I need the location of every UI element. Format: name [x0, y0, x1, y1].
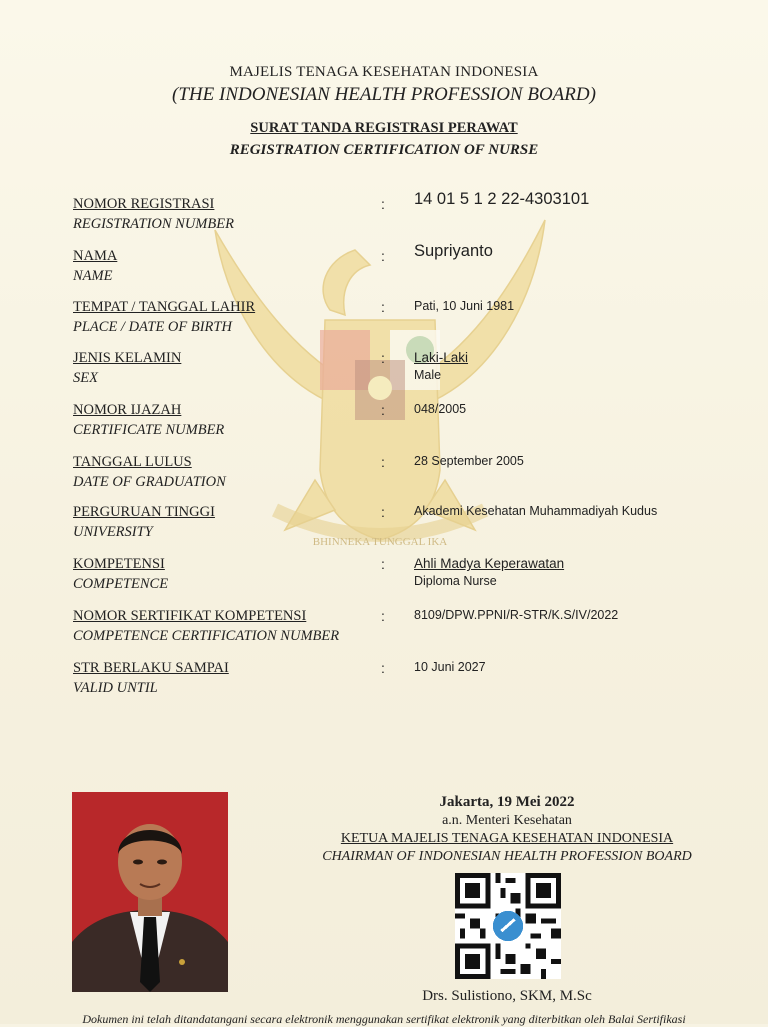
field-label-id: NOMOR IJAZAH	[73, 402, 182, 418]
field-colon: :	[381, 608, 385, 624]
field-registration-number	[73, 190, 713, 242]
field-label-id: NOMOR SERTIFIKAT KOMPETENSI	[73, 608, 307, 624]
document-title-en: REGISTRATION CERTIFICATION OF NURSE	[229, 142, 539, 158]
field-value: 048/2005	[414, 402, 467, 416]
field-value-en: Male	[414, 368, 442, 382]
field-label-en: PLACE / DATE OF BIRTH	[73, 319, 232, 335]
person-portrait-icon	[72, 792, 228, 992]
field-colon: :	[381, 556, 385, 572]
field-value: Supriyanto	[414, 242, 493, 260]
field-label-en: COMPETENCE CERTIFICATION NUMBER	[73, 628, 340, 644]
field-competence-cert-number	[73, 608, 713, 654]
signature-place-date: Jakarta, 19 Mei 2022	[439, 794, 575, 810]
field-value: Akademi Kesehatan Muhammadiyah Kudus	[414, 504, 658, 518]
field-colon: :	[381, 504, 385, 520]
field-label-id: NAMA	[73, 248, 118, 264]
field-value: 14 01 5 1 2 22-4303101	[414, 190, 590, 208]
board-name-id: MAJELIS TENAGA KESEHATAN INDONESIA	[229, 64, 539, 80]
field-value: 28 September 2005	[414, 454, 524, 468]
signatory-role-id: KETUA MAJELIS TENAGA KESEHATAN INDONESIA	[340, 831, 674, 846]
field-value-en: Diploma Nurse	[414, 574, 497, 588]
field-label-id: STR BERLAKU SAMPAI	[73, 660, 229, 676]
field-label-en: UNIVERSITY	[73, 524, 153, 540]
field-label-id: TANGGAL LULUS	[73, 454, 192, 470]
field-label-en: COMPETENCE	[73, 576, 169, 592]
field-label-en: CERTIFICATE NUMBER	[73, 422, 225, 438]
field-label-id: PERGURUAN TINGGI	[73, 504, 215, 520]
signatory-name: Drs. Sulistiono, SKM, M.Sc	[422, 988, 592, 1004]
field-colon: :	[381, 454, 385, 470]
field-label-en: REGISTRATION NUMBER	[73, 216, 234, 232]
field-label-en: DATE OF GRADUATION	[73, 474, 226, 490]
field-sex	[73, 350, 713, 396]
signature-on-behalf: a.n. Menteri Kesehatan	[442, 813, 572, 828]
electronic-signature-note: Dokumen ini telah ditandatangani secara elektronik menggunakan sertifikat elektronik yang diterbitkan oleh Balai Sertifikasi	[82, 1012, 686, 1026]
field-value: Laki-Laki	[414, 350, 469, 365]
holder-photo	[72, 792, 228, 992]
board-name-en: (THE INDONESIAN HEALTH PROFESSION BOARD)	[172, 84, 596, 105]
field-certificate-number	[73, 402, 713, 448]
field-colon: :	[381, 299, 385, 315]
field-label-id: TEMPAT / TANGGAL LAHIR	[73, 299, 256, 315]
qr-code-icon	[455, 872, 561, 980]
field-colon: :	[381, 196, 385, 212]
field-value: 10 Juni 2027	[414, 660, 486, 674]
document-title-id: SURAT TANDA REGISTRASI PERAWAT	[250, 120, 518, 136]
field-university	[73, 504, 713, 550]
field-label-en: VALID UNTIL	[73, 680, 158, 696]
field-graduation-date	[73, 454, 713, 500]
emblem-motto: BHINNEKA TUNGGAL IKA	[312, 536, 448, 548]
field-label-en: SEX	[73, 370, 98, 386]
field-competence	[73, 556, 713, 602]
field-birth	[73, 299, 713, 345]
field-name	[73, 242, 713, 294]
field-label-id: NOMOR REGISTRASI	[73, 196, 215, 212]
field-valid-until	[73, 660, 713, 706]
field-label-en: NAME	[73, 268, 113, 284]
field-colon: :	[381, 350, 385, 366]
field-value: Pati, 10 Juni 1981	[414, 299, 515, 313]
field-label-id: KOMPETENSI	[73, 556, 165, 572]
field-value: Ahli Madya Keperawatan	[414, 556, 565, 571]
field-value: 8109/DPW.PPNI/R-STR/K.S/IV/2022	[414, 608, 619, 622]
field-colon: :	[381, 402, 385, 418]
signatory-role-en: CHAIRMAN OF INDONESIAN HEALTH PROFESSION BOARD	[322, 849, 692, 864]
field-label-id: JENIS KELAMIN	[73, 350, 182, 366]
field-colon: :	[381, 248, 385, 264]
field-colon: :	[381, 660, 385, 676]
